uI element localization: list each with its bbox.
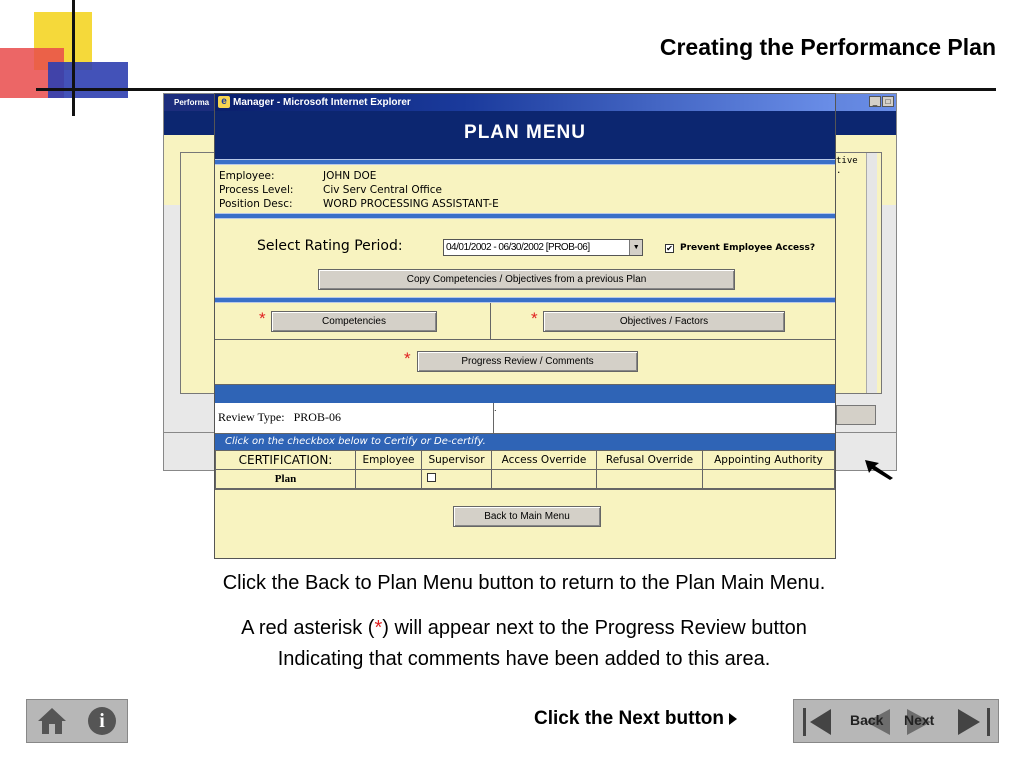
supervisor-cell [422,470,492,489]
objectives-factors-button[interactable]: Objectives / Factors [543,311,785,332]
rating-period-section [215,219,835,297]
prevent-access-label: Prevent Employee Access? [680,243,816,253]
background-button[interactable] [836,405,876,425]
access-override-cell [492,470,597,489]
play-triangle-icon [729,713,737,725]
caption-line-2-post: ) will appear next to the Progress Review button [382,617,807,639]
review-type-value: PROB-06 [293,410,341,424]
certification-table [215,450,835,489]
plan-menu-header: PLAN MENU [215,111,835,159]
background-scrollbar[interactable] [866,153,877,393]
certification-header: CERTIFICATION: [216,451,356,470]
decor-vertical-line [72,0,75,116]
competencies-cell [215,303,491,339]
plan-row [216,470,835,489]
window-title: Manager - Microsoft Internet Explorer [233,97,411,108]
slide-title: Creating the Performance Plan [659,34,996,60]
certification-header-row [216,451,835,470]
plan-label: Plan [216,470,356,489]
competencies-button[interactable]: Competencies [271,311,437,332]
background-window-controls [869,96,894,107]
first-slide-icon[interactable] [801,706,835,738]
caption-line-2 [0,617,1024,640]
employee-header: Employee [356,451,422,470]
objectives-asterisk: * [531,309,538,328]
window-titlebar [215,94,835,111]
decor-blue-square [48,62,128,98]
nav-left-panel [26,699,128,743]
employee-cell [356,470,422,489]
refusal-override-cell [597,470,703,489]
employee-info [215,165,835,213]
objectives-cell [491,303,835,339]
review-type-right: . [494,403,497,413]
pointer-arrow-icon [865,460,895,480]
copy-competencies-button[interactable]: Copy Competencies / Objectives from a previous Plan [318,269,735,290]
review-type-row [215,403,835,434]
prevent-access-checkbox[interactable]: ✔ [666,243,673,253]
appointing-authority-header: Appointing Authority [703,451,835,470]
employee-label: Employee: [219,170,275,182]
rating-period-select[interactable] [443,239,643,256]
supervisor-certify-checkbox[interactable] [427,473,436,482]
prevent-access-option[interactable] [665,243,815,253]
blue-band [215,385,835,403]
caption-line-2-pre: A red asterisk ( [241,617,375,639]
minimize-icon[interactable]: _ [869,96,881,107]
caption-line-1: Click the Back to Plan Menu button to return to the Plan Main Menu. [222,572,826,594]
next-label[interactable]: Next [904,712,935,728]
home-icon[interactable] [36,705,68,737]
rating-period-value: 04/01/2002 - 06/30/2002 [PROB-06] [446,242,590,253]
supervisor-header: Supervisor [422,451,492,470]
background-side-text: tive . [836,156,858,176]
decor-horizontal-line [36,88,996,91]
appointing-authority-cell [703,470,835,489]
progress-review-row [215,340,835,385]
chevron-down-icon[interactable]: ▼ [629,240,642,255]
maximize-icon[interactable]: □ [882,96,894,107]
certify-instruction: Click on the checkbox below to Certify or De-certify. [215,434,835,450]
caption-red-asterisk: * [374,617,383,639]
position-desc-label: Position Desc: [219,198,293,210]
process-level-label: Process Level: [219,184,294,196]
progress-review-button[interactable]: Progress Review / Comments [417,351,638,372]
last-slide-icon[interactable] [954,706,994,738]
refusal-override-header: Refusal Override [597,451,703,470]
review-type-cell [215,403,494,433]
back-label[interactable]: Back [850,712,884,728]
nav-right-panel [793,699,999,743]
access-override-header: Access Override [492,451,597,470]
click-next-hint [534,708,737,730]
process-level-value: Civ Serv Central Office [323,184,443,196]
background-tab[interactable]: Performa [164,94,216,111]
rating-period-label: Select Rating Period: [257,238,403,254]
employee-value: JOHN DOE [323,170,377,182]
progress-review-asterisk: * [404,349,411,368]
click-next-text: Click the Next button [534,708,725,729]
competencies-asterisk: * [259,309,266,328]
competencies-objectives-row [215,303,835,340]
plan-menu-window [214,93,836,559]
info-icon[interactable]: i [86,705,118,737]
caption-line-3: Indicating that comments have been added to this area. [277,648,771,670]
browser-icon: e [218,96,230,108]
review-type-label: Review Type: [218,410,285,424]
back-menu-row [215,489,835,544]
position-desc-value: WORD PROCESSING ASSISTANT-E [323,198,499,210]
back-to-main-menu-button[interactable]: Back to Main Menu [453,506,601,527]
